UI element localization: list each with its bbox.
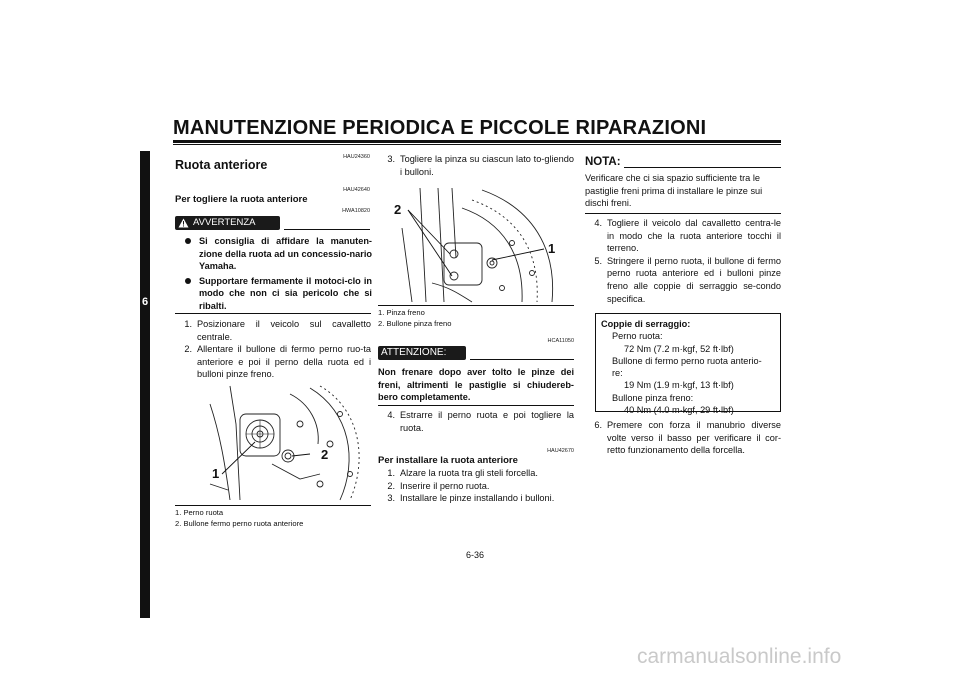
warning-triangle-icon bbox=[178, 218, 189, 228]
warning-end-rule bbox=[175, 313, 371, 314]
step-number: 4. bbox=[387, 410, 395, 420]
bullet-icon bbox=[185, 238, 191, 244]
step-text: Inserire il perno ruota. bbox=[400, 480, 490, 491]
subsection-title: Per togliere la ruota anteriore bbox=[175, 194, 308, 205]
figure-caption: 2. Bullone pinza freno bbox=[378, 319, 452, 328]
warning-code: HWA10820 bbox=[342, 208, 370, 214]
warning-rule bbox=[284, 229, 370, 230]
step-text: Alzare la ruota tra gli steli forcella. bbox=[400, 468, 538, 478]
figure-caption: 1. Pinza freno bbox=[378, 308, 425, 317]
watermark: carmanualsonline.info bbox=[637, 645, 842, 668]
caution-label-text: ATTENZIONE: bbox=[381, 347, 447, 358]
page-title: MANUTENZIONE PERIODICA E PICCOLE RIPARAZIONI bbox=[173, 117, 707, 139]
caliper-step bbox=[378, 153, 574, 178]
step-number: 5. bbox=[594, 255, 602, 266]
figure-callout: 2 bbox=[321, 447, 329, 462]
section-title: Ruota anteriore bbox=[175, 158, 268, 172]
torque-label: Bullone pinza freno: bbox=[612, 392, 694, 403]
page-number: 6-36 bbox=[466, 550, 485, 560]
step-text: Allentare il bullone di fermo perno ruo-ta anteriore e poi il perno della ruota ed i bulloni pinze freno. bbox=[197, 344, 371, 380]
step-number: 1. bbox=[387, 468, 395, 478]
note-rule bbox=[624, 167, 781, 168]
warning-label-text: AVVERTENZA bbox=[193, 217, 256, 228]
step-number: 4. bbox=[594, 218, 602, 228]
step-item bbox=[585, 419, 781, 457]
caution-text: Non frenare dopo aver tolto le pinze dei freni, altrimenti le pastiglie si chiudereb-bero completamente. bbox=[378, 367, 574, 403]
note-text: Verificare che ci sia spazio sufficiente tra le pastiglie freni prima di installare le pinze sui dischi freni. bbox=[585, 173, 763, 209]
figure-rule bbox=[378, 305, 574, 306]
step-item bbox=[585, 255, 781, 305]
step-text: Premere con forza il manubrio diverse volte verso il basso per verificare il cor-retto funzionamento della forcella. bbox=[607, 420, 781, 456]
caution-code: HCA11050 bbox=[547, 338, 574, 344]
step-text: Installare le pinze installando i bulloni. bbox=[400, 493, 555, 504]
axle-step bbox=[378, 409, 574, 434]
warning-list bbox=[185, 235, 372, 313]
removal-steps bbox=[175, 318, 371, 381]
install-code: HAU42670 bbox=[547, 448, 574, 454]
figure-callout: 2 bbox=[394, 202, 402, 217]
warning-item-text: Supportare fermamente il motoci-clo in modo che non ci sia pericolo che si ribalti. bbox=[199, 275, 372, 311]
torque-value: 19 Nm (1.9 m·kgf, 13 ft·lbf) bbox=[624, 380, 734, 391]
chapter-tab-number: 6 bbox=[141, 296, 149, 308]
figure-caption: 2. Bullone fermo perno ruota anteriore bbox=[175, 519, 304, 528]
wheel-axle-illustration bbox=[200, 384, 368, 502]
step-number: 1. bbox=[184, 319, 192, 329]
step-number: 3. bbox=[387, 493, 395, 504]
step-text: Stringere il perno ruota, il bullone di fermo perno ruota anteriore ed i bulloni pinze freno alle coppie di serraggio se-condo specifica. bbox=[607, 255, 781, 304]
step-item bbox=[378, 409, 574, 434]
subsection-code: HAU42640 bbox=[343, 187, 370, 193]
caution-rule bbox=[470, 359, 574, 360]
note-label: NOTA: bbox=[585, 156, 621, 168]
figure-captions bbox=[378, 307, 574, 329]
step-number: 2. bbox=[184, 344, 192, 355]
figure-callout: 1 bbox=[548, 241, 556, 256]
step-text: Togliere la pinza su ciascun lato to-gliendo i bulloni. bbox=[400, 154, 574, 177]
install-steps bbox=[378, 467, 574, 505]
torque-value: 40 Nm (4.0 m·kgf, 29 ft·lbf) bbox=[624, 405, 734, 416]
caution-end-rule bbox=[378, 405, 574, 406]
torque-label: Bullone di fermo perno ruota anterio- bbox=[612, 355, 762, 366]
step-text: Posizionare il veicolo sul cavalletto centrale. bbox=[197, 319, 371, 342]
figure-callout: 1 bbox=[212, 466, 220, 481]
torque-value: 72 Nm (7.2 m·kgf, 52 ft·lbf) bbox=[624, 343, 734, 354]
torque-label: Perno ruota: bbox=[612, 331, 663, 342]
title-rule-thin bbox=[173, 144, 781, 145]
step-text: Togliere il veicolo dal cavalletto centra-le in modo che la ruota anteriore tocchi il terreno. bbox=[607, 218, 781, 254]
step-text: Estrarre il perno ruota e poi togliere la ruota. bbox=[400, 410, 574, 433]
install-steps-cont bbox=[585, 217, 781, 305]
figure-rule bbox=[175, 505, 371, 506]
figure-caption: 1. Perno ruota bbox=[175, 508, 224, 517]
section-code: HAU24360 bbox=[343, 154, 370, 160]
step-item bbox=[378, 480, 574, 493]
bullet-icon bbox=[185, 278, 191, 284]
fork-check-step bbox=[585, 419, 781, 457]
brake-caliper-illustration bbox=[392, 188, 572, 303]
step-number: 3. bbox=[387, 154, 395, 164]
step-item bbox=[175, 343, 371, 381]
step-item bbox=[378, 153, 574, 178]
torque-label: re: bbox=[612, 368, 623, 379]
step-item bbox=[585, 217, 781, 255]
step-item bbox=[175, 318, 371, 343]
caution-label bbox=[378, 346, 466, 360]
title-rule-thick bbox=[173, 140, 781, 143]
torque-specs-box bbox=[595, 313, 781, 416]
chapter-tab bbox=[140, 151, 150, 618]
step-item bbox=[378, 492, 574, 505]
step-number: 6. bbox=[594, 420, 602, 430]
torque-title: Coppie di serraggio: bbox=[601, 319, 691, 329]
step-number: 2. bbox=[387, 480, 395, 491]
step-item bbox=[378, 467, 574, 480]
warning-label bbox=[175, 216, 280, 230]
figure-captions bbox=[175, 507, 371, 529]
warning-item bbox=[185, 275, 372, 313]
install-title: Per installare la ruota anteriore bbox=[378, 455, 518, 466]
note-end-rule bbox=[585, 213, 781, 214]
warning-item-text: Si consiglia di affidare la manuten-zione della ruota ad un concessio-nario Yamaha. bbox=[199, 236, 372, 272]
warning-item bbox=[185, 235, 372, 273]
